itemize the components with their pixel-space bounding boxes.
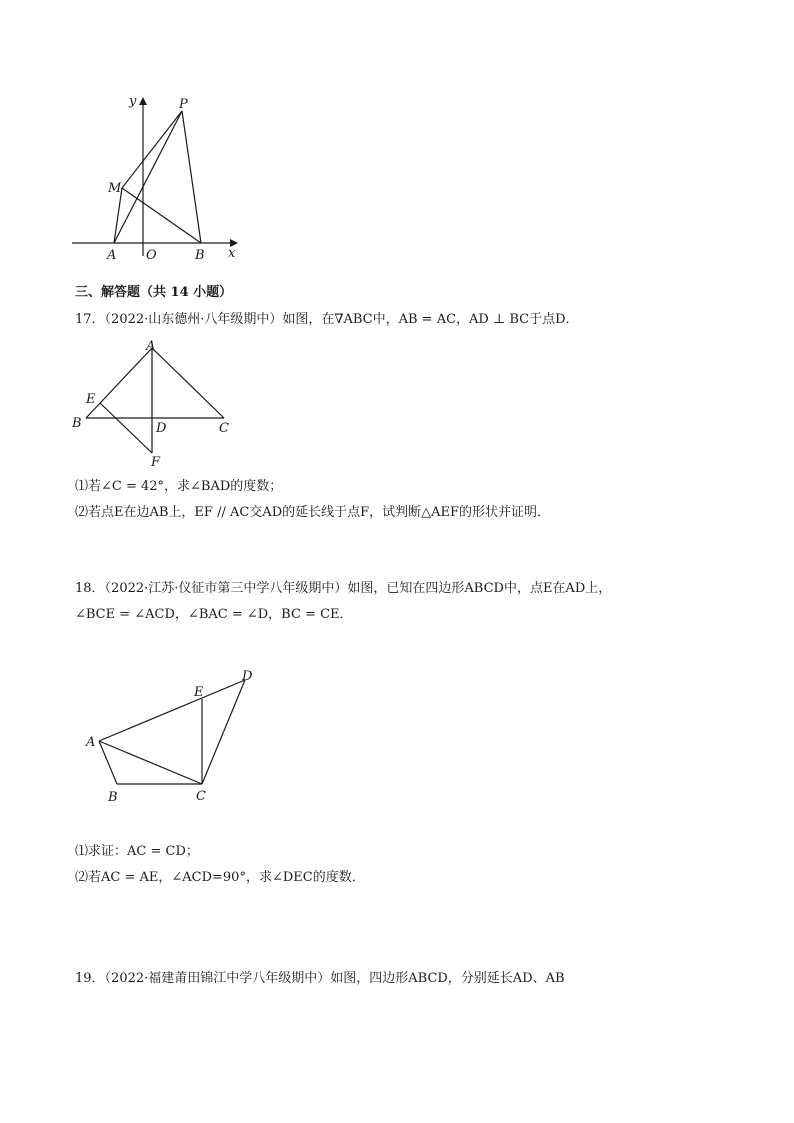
segment-ab xyxy=(86,348,152,418)
label-m: M xyxy=(108,181,122,196)
label-f: F xyxy=(151,455,161,470)
figure-coordinate xyxy=(60,88,250,268)
label-e: E xyxy=(86,392,96,407)
q18-part1: ⑴求证：AC = CD； xyxy=(75,844,199,859)
q19-stem: 19．（2022·福建莆田锦江中学八年级期中）如图，四边形ABCD，分别延长AD、AB xyxy=(75,971,565,986)
q17-part1: ⑴若∠C = 42°，求∠BAD的度数； xyxy=(75,479,283,494)
label-c: C xyxy=(196,789,206,804)
label-a: A xyxy=(146,339,156,354)
q17-part2: ⑵若点E在边AB上，EF // AC交AD的延长线于点F，试判断△AEF的形状并证明． xyxy=(75,505,551,520)
q18-stem-line1: 18．（2022·江苏·仪征市第三中学八年级期中）如图，已知在四边形ABCD中，点E在AD上， xyxy=(75,581,612,596)
label-p: P xyxy=(179,97,188,112)
segment-mb xyxy=(122,188,201,243)
segment-pb xyxy=(182,111,201,243)
label-x: x xyxy=(228,246,236,261)
segment-ac xyxy=(152,348,224,418)
segment-mp xyxy=(122,111,182,188)
label-d: D xyxy=(156,421,167,436)
label-d: D xyxy=(242,669,253,684)
figure-q18 xyxy=(80,662,270,807)
label-o: O xyxy=(146,248,157,263)
q17-stem: 17．（2022·山东德州·八年级期中）如图，在∇ABC中，AB = AC，AD ⊥ BC于点D． xyxy=(75,312,579,327)
label-a: A xyxy=(107,248,117,263)
section-title: 三、解答题（共 14 小题） xyxy=(75,285,233,300)
label-y: y xyxy=(129,94,137,109)
label-b: B xyxy=(108,790,118,805)
y-axis-arrow xyxy=(139,97,147,105)
segment-ef xyxy=(100,403,152,453)
label-a: A xyxy=(86,735,96,750)
figure-q17 xyxy=(68,335,248,470)
q18-part2: ⑵若AC = AE，∠ACD=90°，求∠DEC的度数． xyxy=(75,870,365,885)
label-b: B xyxy=(195,248,205,263)
label-b: B xyxy=(72,416,82,431)
label-e: E xyxy=(194,685,204,700)
q18-stem-line2: ∠BCE = ∠ACD，∠BAC = ∠D，BC = CE． xyxy=(75,607,353,622)
label-c: C xyxy=(219,421,229,436)
